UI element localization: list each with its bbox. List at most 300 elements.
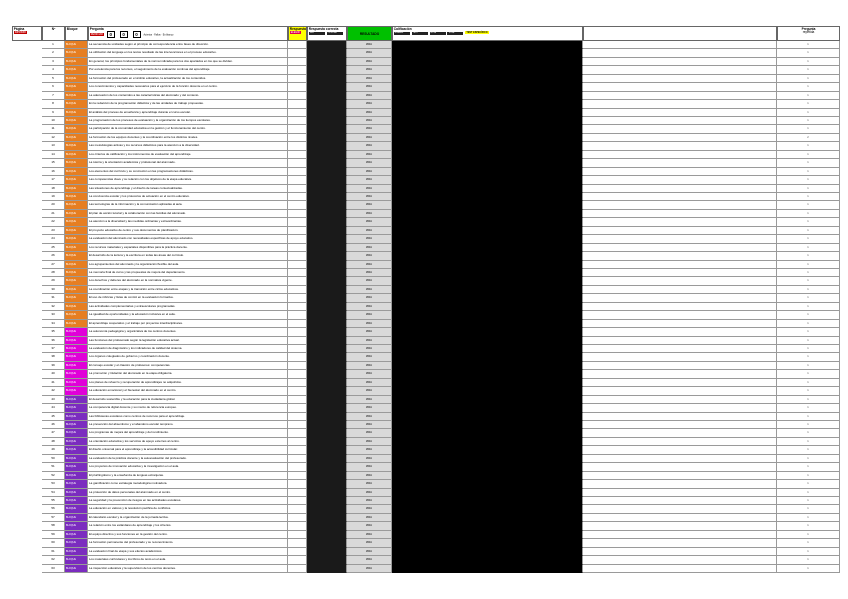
row-response-cell[interactable] [288,320,307,328]
row-response-cell[interactable] [288,286,307,294]
row-number: 15 [42,159,65,167]
row-response-cell[interactable] [288,125,307,133]
row-repeat-count: 1 [777,109,840,117]
row-spacer-cell [583,244,777,252]
row-grade-cell [392,201,583,209]
row-repeat-count: 1 [777,548,840,556]
row-response-cell[interactable] [288,345,307,353]
row-question: La participación de la comunidad educativa en la gestión y el funcionamiento del centro. [88,125,288,133]
row-response-cell[interactable] [288,134,307,142]
row-category: BLOQUE [65,565,88,573]
row-grade-cell [392,497,583,505]
row-response-cell[interactable] [288,227,307,235]
row-result: #N/A [347,489,392,497]
row-correct-answer-cell [307,261,347,269]
row-spacer-cell [583,49,777,57]
row-grade-cell [392,168,583,176]
row-repeat-count: 1 [777,83,840,91]
row-repeat-count: 1 [777,201,840,209]
row-response-cell[interactable] [288,480,307,488]
row-response-cell[interactable] [288,404,307,412]
row-repeat-count: 1 [777,480,840,488]
row-response-cell[interactable] [288,210,307,218]
table-row [12,58,840,66]
row-correct-answer-cell [307,514,347,522]
row-grade-cell [392,49,583,57]
row-result: #N/A [347,463,392,471]
row-response-cell[interactable] [288,49,307,57]
row-response-cell[interactable] [288,413,307,421]
row-response-cell[interactable] [288,565,307,573]
row-category: BLOQUE [65,235,88,243]
row-spacer-cell [583,185,777,193]
table-row [12,548,840,556]
row-repeat-count: 1 [777,235,840,243]
row-result: #N/A [347,362,392,370]
row-correct-answer-cell [307,328,347,336]
header-question [88,26,288,41]
row-correct-answer-cell [307,311,347,319]
print-button[interactable]: IMPRIMIR [14,31,26,35]
row-spacer-cell [583,353,777,361]
table-row [12,244,840,252]
row-grade-cell [392,100,583,108]
row-category: BLOQUE [65,261,88,269]
table-row [12,497,840,505]
row-question: La seguridad y la prevención de riesgos en las actividades escolares. [88,497,288,505]
row-number: 13 [42,142,65,150]
row-question: La competencia digital docente y su marco de referencia europeo. [88,404,288,412]
row-spacer-cell [583,92,777,100]
row-result: #N/A [347,134,392,142]
row-response-cell[interactable] [288,514,307,522]
row-question: La coordinación entre etapas y la transición entre ciclos educativos. [88,286,288,294]
row-number: 30 [42,286,65,294]
row-grade-cell [392,210,583,218]
row-spacer-cell [583,252,777,260]
choose-button[interactable]: ELEGIR [290,31,300,35]
table-row [12,421,840,429]
header-repeat [777,26,840,41]
table-row [12,539,840,547]
table-row [12,159,840,167]
row-grade-cell [392,58,583,66]
row-question: Los proyectos de innovación educativa y la investigación en el aula. [88,463,288,471]
row-correct-answer-cell [307,370,347,378]
row-response-cell[interactable] [288,151,307,159]
row-repeat-count: 1 [777,522,840,530]
row-response-cell[interactable] [288,556,307,564]
row-repeat-count: 1 [777,505,840,513]
specific-test-tag: TEST ESPECÍFICO [466,31,488,35]
row-response-cell[interactable] [288,100,307,108]
row-number: 8 [42,100,65,108]
row-correct-answer-cell [307,421,347,429]
row-result: #N/A [347,522,392,530]
row-response-cell[interactable] [288,201,307,209]
row-result: #N/A [347,497,392,505]
reset-button[interactable]: REINICIAR [90,33,103,37]
row-grade-cell [392,404,583,412]
row-response-cell[interactable] [288,497,307,505]
row-grade-cell [392,438,583,446]
row-response-cell[interactable] [288,41,307,49]
row-question: Las funciones del profesorado según la legislación educativa actual. [88,337,288,345]
row-repeat-count: 1 [777,49,840,57]
row-question: La protección de datos personales del alumnado en el centro. [88,489,288,497]
row-grade-cell [392,83,583,91]
row-number: 23 [42,227,65,235]
row-correct-answer-cell [307,185,347,193]
row-number: 12 [42,134,65,142]
table-row [12,49,840,57]
row-correct-answer-cell [307,337,347,345]
row-correct-answer-cell [307,556,347,564]
row-response-cell[interactable] [288,109,307,117]
row-category: BLOQUE [65,49,88,57]
row-grade-cell [392,421,583,429]
row-result: #N/A [347,337,392,345]
table-row [12,556,840,564]
hide-answers-button[interactable]: OCULTAR [327,32,343,35]
row-response-cell[interactable] [288,531,307,539]
table-row [12,185,840,193]
row-grade-cell [392,75,583,83]
row-category: BLOQUE [65,117,88,125]
row-response-cell[interactable] [288,337,307,345]
row-number: 44 [42,404,65,412]
header-response [288,26,307,41]
row-category: BLOQUE [65,92,88,100]
row-repeat-count: 1 [777,514,840,522]
row-category: BLOQUE [65,328,88,336]
row-grade-cell [392,151,583,159]
row-result: #N/A [347,505,392,513]
table-row [12,269,840,277]
row-question: El plan de acción tutorial y la colaboración con las familias del alumnado. [88,210,288,218]
row-category: BLOQUE [65,505,88,513]
row-question: La orientación educativa y los servicios de apoyo externos al centro. [88,438,288,446]
row-response-cell[interactable] [288,159,307,167]
row-response-cell[interactable] [288,505,307,513]
row-correct-answer-cell [307,345,347,353]
row-response-cell[interactable] [288,244,307,252]
row-repeat-count: 1 [777,413,840,421]
row-correct-answer-cell [307,294,347,302]
row-correct-answer-cell [307,125,347,133]
row-result: #N/A [347,455,392,463]
row-response-cell[interactable] [288,446,307,454]
row-spacer-cell [583,75,777,83]
row-response-cell[interactable] [288,218,307,226]
row-spacer-cell [583,472,777,480]
row-correct-answer-cell [307,489,347,497]
row-question: El análisis del proceso de enseñanza y aprendizaje durante el curso escolar. [88,109,288,117]
row-question: Los criterios de calificación y los instrumentos de evaluación del aprendizaje. [88,151,288,159]
row-response-cell[interactable] [288,58,307,66]
row-question: El uso de rúbricas y listas de control en la evaluación formativa. [88,294,288,302]
row-result: #N/A [347,294,392,302]
row-number: 27 [42,261,65,269]
row-grade-cell [392,193,583,201]
table-row [12,201,840,209]
table-row [12,472,840,480]
row-response-cell[interactable] [288,235,307,243]
row-spacer-cell [583,159,777,167]
row-response-cell[interactable] [288,117,307,125]
row-spacer-cell [583,497,777,505]
row-correct-answer-cell [307,176,347,184]
row-number: 55 [42,497,65,505]
row-category: BLOQUE [65,421,88,429]
grade-button[interactable]: NOTA [430,32,446,35]
row-spacer-cell [583,565,777,573]
table-row [12,303,840,311]
row-response-cell[interactable] [288,472,307,480]
row-spacer-cell [583,328,777,336]
row-response-cell[interactable] [288,362,307,370]
row-response-cell[interactable] [288,489,307,497]
row-response-cell[interactable] [288,353,307,361]
row-response-cell[interactable] [288,438,307,446]
row-response-cell[interactable] [288,269,307,277]
row-correct-answer-cell [307,269,347,277]
row-question: El plurilingüismo y la enseñanza de lenguas extranjeras. [88,472,288,480]
row-question: Las situaciones de aprendizaje y el diseño de tareas contextualizadas. [88,185,288,193]
row-response-cell[interactable] [288,185,307,193]
table-row [12,83,840,91]
row-category: BLOQUE [65,514,88,522]
row-spacer-cell [583,58,777,66]
row-response-cell[interactable] [288,193,307,201]
row-correct-answer-cell [307,218,347,226]
table-row [12,489,840,497]
row-result: #N/A [347,531,392,539]
row-category: BLOQUE [65,193,88,201]
row-result: #N/A [347,556,392,564]
row-question: La atención a la diversidad y las medidas ordinarias y extraordinarias. [88,218,288,226]
row-grade-cell [392,125,583,133]
row-result: #N/A [347,379,392,387]
row-spacer-cell [583,269,777,277]
row-response-cell[interactable] [288,421,307,429]
score-blank: 0 [133,31,141,38]
row-response-cell[interactable] [288,539,307,547]
row-category: BLOQUE [65,201,88,209]
row-grade-cell [392,556,583,564]
row-number: 4 [42,66,65,74]
row-repeat-count: 1 [777,531,840,539]
table-row [12,109,840,117]
row-correct-answer-cell [307,41,347,49]
row-response-cell[interactable] [288,252,307,260]
row-correct-answer-cell [307,303,347,311]
row-spacer-cell [583,294,777,302]
row-grade-cell [392,514,583,522]
row-grade-cell [392,548,583,556]
row-number: 9 [42,109,65,117]
row-result: #N/A [347,244,392,252]
table-row [12,362,840,370]
row-response-cell[interactable] [288,168,307,176]
header-grade-label: Calificación [393,26,412,31]
row-question: Los derechos y deberes del alumnado en la normativa vigente. [88,277,288,285]
table-row [12,379,840,387]
row-response-cell[interactable] [288,429,307,437]
row-spacer-cell [583,413,777,421]
row-spacer-cell [583,514,777,522]
row-spacer-cell [583,201,777,209]
header-page-label: Página [13,26,25,31]
row-correct-answer-cell [307,472,347,480]
row-response-cell[interactable] [288,294,307,302]
header-question-label: Pregunta [89,26,104,31]
row-spacer-cell [583,109,777,117]
test-button[interactable]: TEST [412,32,428,35]
row-number: 11 [42,125,65,133]
row-response-cell[interactable] [288,522,307,530]
row-question: Los conocimientos y capacidades necesarios para el ejercicio de la función docente en el centro. [88,83,288,91]
row-response-cell[interactable] [288,379,307,387]
row-correct-answer-cell [307,252,347,260]
row-grade-cell [392,92,583,100]
row-result: #N/A [347,235,392,243]
row-number: 31 [42,294,65,302]
row-question: La inspección educativa y la supervisión de los centros docentes. [88,565,288,573]
row-category: BLOQUE [65,480,88,488]
row-correct-answer-cell [307,168,347,176]
row-result: #N/A [347,404,392,412]
row-question: En la redacción de la programación didáctica y de las unidades de trabajo propuestas. [88,100,288,108]
row-repeat-count: 1 [777,58,840,66]
row-repeat-count: 1 [777,455,840,463]
table-row [12,505,840,513]
row-response-cell[interactable] [288,75,307,83]
row-grade-cell [392,303,583,311]
row-spacer-cell [583,176,777,184]
row-number: 2 [42,49,65,57]
table-row [12,168,840,176]
row-spacer-cell [583,387,777,395]
row-result: #N/A [347,83,392,91]
row-repeat-count: 1 [777,429,840,437]
row-response-cell[interactable] [288,455,307,463]
row-response-cell[interactable] [288,261,307,269]
row-correct-answer-cell [307,83,347,91]
row-response-cell[interactable] [288,396,307,404]
row-repeat-count: 1 [777,252,840,260]
row-correct-answer-cell [307,353,347,361]
row-response-cell[interactable] [288,328,307,336]
table-row [12,480,840,488]
row-number: 16 [42,168,65,176]
row-result: #N/A [347,159,392,167]
table-row [12,370,840,378]
row-repeat-count: 1 [777,328,840,336]
row-correct-answer-cell [307,565,347,573]
table-row [12,210,840,218]
row-question: Por excelencia para los recursos, el seguimiento de la evaluación continua del aprendizaje. [88,66,288,74]
row-question: La adecuación de los contenidos a las características del alumnado y del contexto. [88,92,288,100]
row-repeat-count: 1 [777,66,840,74]
row-number: 58 [42,522,65,530]
row-response-cell[interactable] [288,548,307,556]
row-repeat-count: 1 [777,565,840,573]
row-category: BLOQUE [65,531,88,539]
row-category: BLOQUE [65,472,88,480]
row-question: La formación de los equipos docentes y la coordinación entre los distintos niveles. [88,134,288,142]
row-category: BLOQUE [65,463,88,471]
row-correct-answer-cell [307,455,347,463]
row-category: BLOQUE [65,429,88,437]
row-spacer-cell [583,556,777,564]
row-number: 28 [42,269,65,277]
row-grade-cell [392,489,583,497]
row-spacer-cell [583,117,777,125]
row-response-cell[interactable] [288,387,307,395]
exam-button[interactable]: EXAMEN [394,32,410,35]
row-response-cell[interactable] [288,176,307,184]
row-repeat-count: 1 [777,142,840,150]
table-row [12,151,840,159]
row-correct-answer-cell [307,193,347,201]
row-response-cell[interactable] [288,277,307,285]
row-response-cell[interactable] [288,66,307,74]
row-repeat-count: 1 [777,489,840,497]
table-row [12,387,840,395]
row-grade-cell [392,387,583,395]
row-question: La evaluación de la práctica docente y la autoevaluación del profesorado. [88,455,288,463]
row-correct-answer-cell [307,92,347,100]
row-spacer-cell [583,438,777,446]
header-repeat-sublabel: repetida [802,30,815,35]
row-response-cell[interactable] [288,83,307,91]
row-repeat-count: 1 [777,556,840,564]
row-question: La educación en valores y la resolución pacífica de conflictos. [88,505,288,513]
table-row [12,446,840,454]
table-row [12,277,840,285]
row-category: BLOQUE [65,227,88,235]
table-row [12,75,840,83]
row-response-cell[interactable] [288,311,307,319]
row-correct-answer-cell [307,277,347,285]
row-category: BLOQUE [65,548,88,556]
header-category-label: Bloque [66,26,78,31]
row-result: #N/A [347,151,392,159]
row-response-cell[interactable] [288,142,307,150]
row-correct-answer-cell [307,446,347,454]
row-result: #N/A [347,480,392,488]
row-spacer-cell [583,151,777,159]
row-grade-cell [392,362,583,370]
row-response-cell[interactable] [288,92,307,100]
row-number: 37 [42,345,65,353]
show-answers-button[interactable]: VER [309,32,325,35]
row-result: #N/A [347,49,392,57]
row-question: Los órganos colegiados de gobierno y coordinación docente. [88,353,288,361]
row-response-cell[interactable] [288,303,307,311]
table-row [12,345,840,353]
row-question: Las metodologías activas y los recursos didácticos para la atención a la diversidad. [88,142,288,150]
total-button[interactable]: TOTAL [447,32,463,35]
header-result-label: RESULTADO [359,31,380,36]
row-question: La relación entre los estándares de aprendizaje y los criterios. [88,522,288,530]
row-grade-cell [392,413,583,421]
row-repeat-count: 1 [777,41,840,49]
row-response-cell[interactable] [288,370,307,378]
row-repeat-count: 1 [777,75,840,83]
row-response-cell[interactable] [288,463,307,471]
